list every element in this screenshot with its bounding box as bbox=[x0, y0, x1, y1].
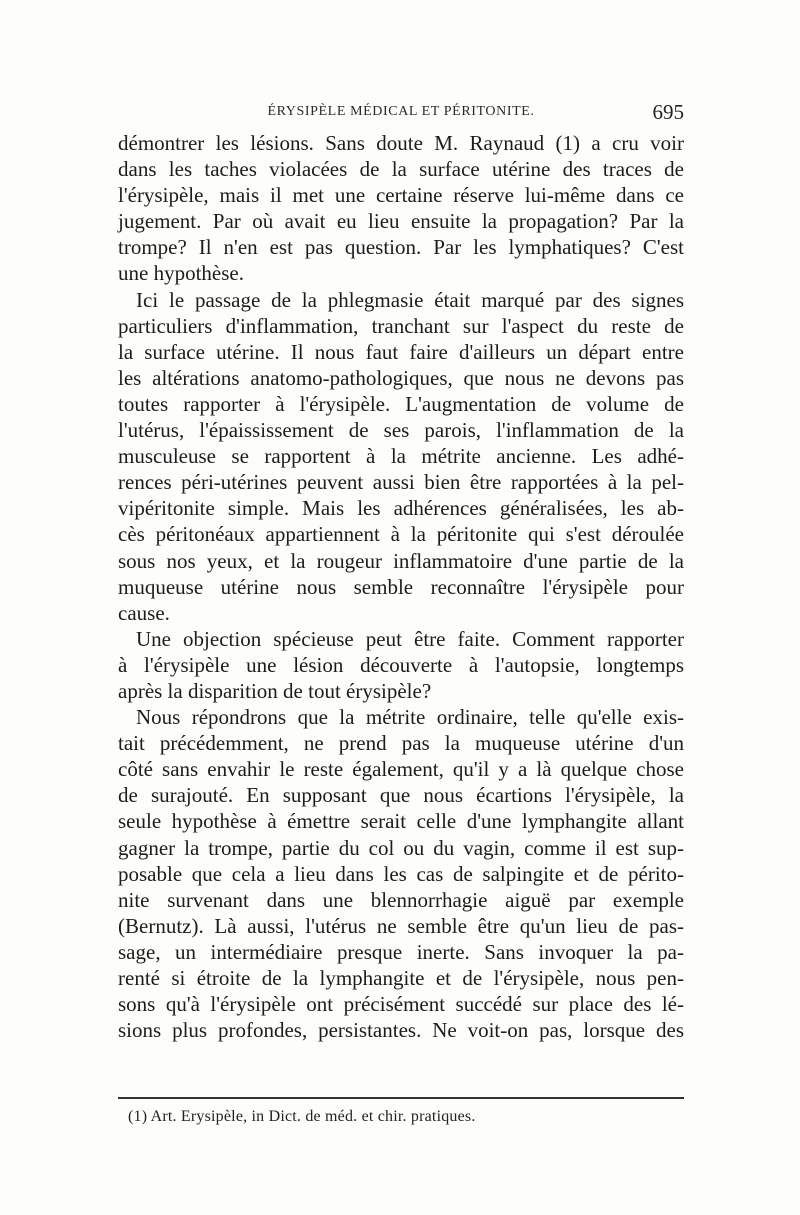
text-line: sions plus profondes, persistantes. Ne voit-on pas, lorsque des bbox=[118, 1018, 684, 1043]
text-line: trompe? Il n'en est pas question. Par les lymphatiques? C'est bbox=[118, 235, 684, 260]
text-line: renté si étroite de la lymphangite et de l'érysipèle, nous pen- bbox=[118, 966, 684, 990]
text-line: dans les taches violacées de la surface utérine des traces de bbox=[118, 157, 684, 182]
text-line: cès péritonéaux appartiennent à la péritonite qui s'est déroulée bbox=[118, 522, 684, 547]
text-line: toutes rapporter à l'érysipèle. L'augmentation de volume de bbox=[118, 391, 684, 416]
text-line: sous nos yeux, et la rougeur inflammatoire d'une partie de la bbox=[118, 548, 684, 573]
text-line: particuliers d'inflammation, tranchant sur l'aspect du reste de bbox=[118, 313, 684, 338]
text-line: jugement. Par où avait eu lieu ensuite la propagation? Par la bbox=[118, 209, 684, 234]
text-line: les altérations anatomo-pathologiques, que nous ne devons pas bbox=[118, 365, 684, 390]
page-number: 695 bbox=[652, 100, 684, 124]
text-line: après la disparition de tout érysipèle? bbox=[118, 678, 432, 703]
text-line: gagner la trompe, partie du col ou du vagin, comme il est sup- bbox=[118, 835, 684, 860]
running-title: ÉRYSIPÈLE MÉDICAL ET PÉRITONITE. bbox=[267, 104, 535, 119]
text-line: cause. bbox=[118, 600, 170, 625]
footnote: (1) Art. Erysipèle, in Dict. de méd. et chir. pratiques. bbox=[128, 1108, 476, 1125]
text-line: vipéritonite simple. Mais les adhérences généralisées, les ab- bbox=[118, 496, 684, 521]
text-line: musculeuse se rapportent à la métrite ancienne. Les adhé- bbox=[118, 444, 684, 469]
text-line: posable que cela a lieu dans les cas de salpingite et de périto- bbox=[118, 861, 684, 886]
text-line: (Bernutz). Là aussi, l'utérus ne semble être qu'un lieu de pas- bbox=[118, 913, 684, 938]
text-line: l'érysipèle, mais il met une certaine réserve lui-même dans ce bbox=[118, 183, 684, 208]
text-line: seule hypothèse à émettre serait celle d'une lymphangite allant bbox=[118, 809, 684, 834]
text-line: côté sans envahir le reste également, qu'il y a là quelque chose bbox=[118, 757, 684, 782]
text-line: démontrer les lésions. Sans doute M. Raynaud (1) a cru voir bbox=[118, 131, 684, 155]
paragraph-start-line: Une objection spécieuse peut être faite. Comment rapporter bbox=[136, 626, 684, 651]
footnote-divider bbox=[118, 1097, 684, 1099]
body-text bbox=[118, 130, 684, 1043]
text-line: une hypothèse. bbox=[118, 261, 244, 286]
text-line: l'utérus, l'épaississement de ses parois, l'inflammation de la bbox=[118, 418, 684, 443]
text-line: à l'érysipèle une lésion découverte à l'autopsie, longtemps bbox=[118, 652, 684, 677]
page-header bbox=[118, 100, 684, 126]
paragraph-start-line: Nous répondrons que la métrite ordinaire, telle qu'elle exis- bbox=[136, 705, 684, 730]
text-line: la surface utérine. Il nous faut faire d'ailleurs un départ entre bbox=[118, 339, 684, 364]
text-line: muqueuse utérine nous semble reconnaître l'érysipèle pour bbox=[118, 574, 684, 599]
text-line: de surajouté. En supposant que nous écartions l'érysipèle, la bbox=[118, 783, 684, 808]
text-line: nite survenant dans une blennorrhagie aiguë par exemple bbox=[118, 887, 684, 912]
text-line: tait précédemment, ne prend pas la muqueuse utérine d'un bbox=[118, 731, 684, 756]
text-line: rences péri-utérines peuvent aussi bien être rapportées à la pel- bbox=[118, 470, 684, 495]
text-line: sons qu'à l'érysipèle ont précisément succédé sur place des lé- bbox=[118, 992, 684, 1017]
text-line: sage, un intermédiaire presque inerte. Sans invoquer la pa- bbox=[118, 939, 684, 964]
paragraph-start-line: Ici le passage de la phlegmasie était marqué par des signes bbox=[136, 287, 684, 312]
